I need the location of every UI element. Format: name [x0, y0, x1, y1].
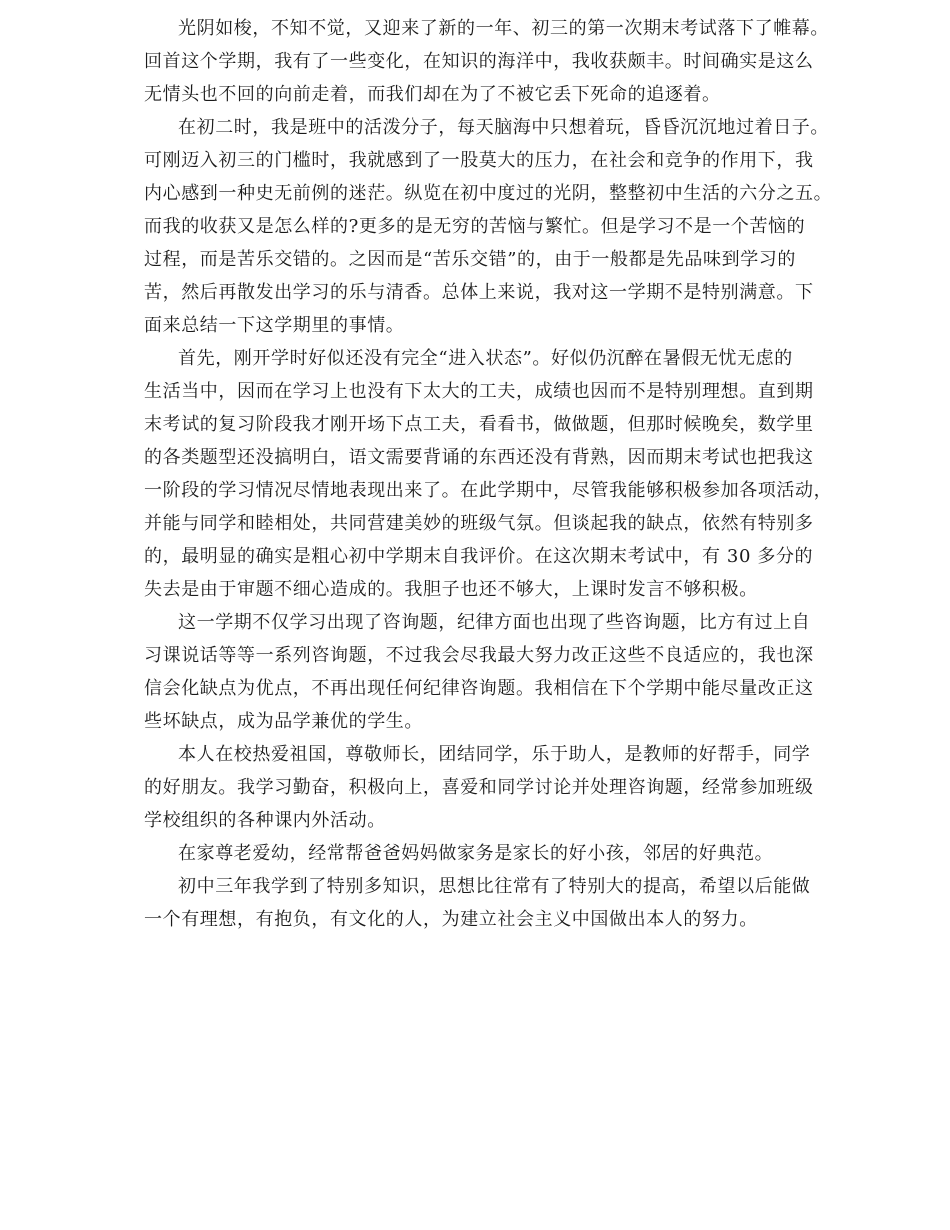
text-line: 一个有理想，有抱负，有文化的人，为建立社会主义中国做出本人的努力。 — [144, 909, 758, 930]
text-line: 而我的收获又是怎么样的?更多的是无穷的苦恼与繁忙。但是学习不是一个苦恼的 — [144, 216, 806, 237]
text-line: 的，最明显的确实是粗心初中学期末自我评价。在这次期末考试中，有 30 多分的 — [144, 546, 814, 567]
text-line: 本人在校热爱祖国，尊敬师长，团结同学，乐于助人，是教师的好帮手，同学 — [178, 744, 811, 765]
text-line: 回首这个学期，我有了一些变化，在知识的海洋中，我收获颇丰。时间确实是这么 — [144, 51, 814, 72]
text-line: 失去是由于审题不细心造成的。我胆子也还不够大，上课时发言不够积极。 — [144, 579, 758, 600]
text-line: 习课说话等等一系列咨询题，不过我会尽我最大努力改正这些不良适应的，我也深 — [144, 645, 814, 666]
paragraph — [144, 870, 810, 936]
text-line: 面来总结一下这学期里的事情。 — [144, 315, 405, 336]
paragraph — [144, 738, 814, 837]
text-line: 苦，然后再散发出学习的乐与清香。总体上来说，我对这一学期不是特别满意。下 — [144, 282, 814, 303]
text-line: 内心感到一种史无前例的迷茫。纵览在初中度过的光阴，整整初中生活的六分之五。 — [144, 183, 833, 204]
text-line: 一阶段的学习情况尽情地表现出来了。在此学期中，尽管我能够积极参加各项活动， — [144, 480, 833, 501]
text-line: 信会化缺点为优点，不再出现任何纪律咨询题。我相信在下个学期中能尽量改正这 — [144, 678, 814, 699]
text-line: 过程，而是苦乐交错的。之因而是“苦乐交错”的，由于一般都是先品味到学习的 — [144, 249, 797, 270]
text-line: 末考试的复习阶段我才刚开场下点工夫，看看书，做做题，但那时候晚矣，数学里 — [144, 414, 814, 435]
text-line: 在家尊老爱幼，经常帮爸爸妈妈做家务是家长的好小孩，邻居的好典范。 — [178, 843, 774, 864]
text-line: 这一学期不仅学习出现了咨询题，纪律方面也出现了些咨询题，比方有过上自 — [178, 612, 811, 633]
text-line: 的各类题型还没搞明白，语文需要背诵的东西还没有背熟，因而期末考试也把我这 — [144, 447, 814, 468]
text-line: 可刚迈入初三的门槛时，我就感到了一股莫大的压力，在社会和竞争的作用下，我 — [144, 150, 814, 171]
text-line: 在初二时，我是班中的活泼分子，每天脑海中只想着玩，昏昏沉沉地过着日子。 — [178, 117, 829, 138]
paragraph — [144, 606, 814, 738]
text-line: 的好朋友。我学习勤奋，积极向上，喜爱和同学讨论并处理咨询题，经常参加班级 — [144, 777, 814, 798]
paragraph — [144, 12, 829, 111]
text-line: 光阴如梭，不知不觉，又迎来了新的一年、初三的第一次期末考试落下了帷幕。 — [178, 18, 829, 39]
text-line: 初中三年我学到了特别多知识，思想比往常有了特别大的提高，希望以后能做 — [178, 876, 811, 897]
paragraph — [144, 342, 833, 606]
text-line: 生活当中，因而在学习上也没有下太大的工夫，成绩也因而不是特别理想。直到期 — [144, 381, 814, 402]
paragraph — [144, 837, 810, 870]
text-line: 首先，刚开学时好似还没有完全“进入状态”。好似仍沉醉在暑假无忧无虑的 — [178, 348, 793, 369]
text-line: 些坏缺点，成为品学兼优的学生。 — [144, 711, 423, 732]
text-line: 学校组织的各种课内外活动。 — [144, 810, 386, 831]
paragraph — [144, 111, 833, 342]
document-body — [144, 12, 833, 936]
text-line: 无情头也不回的向前走着，而我们却在为了不被它丢下死命的追逐着。 — [144, 84, 721, 105]
text-line: 并能与同学和睦相处，共同营建美妙的班级气氛。但谈起我的缺点，依然有特别多 — [144, 513, 814, 534]
